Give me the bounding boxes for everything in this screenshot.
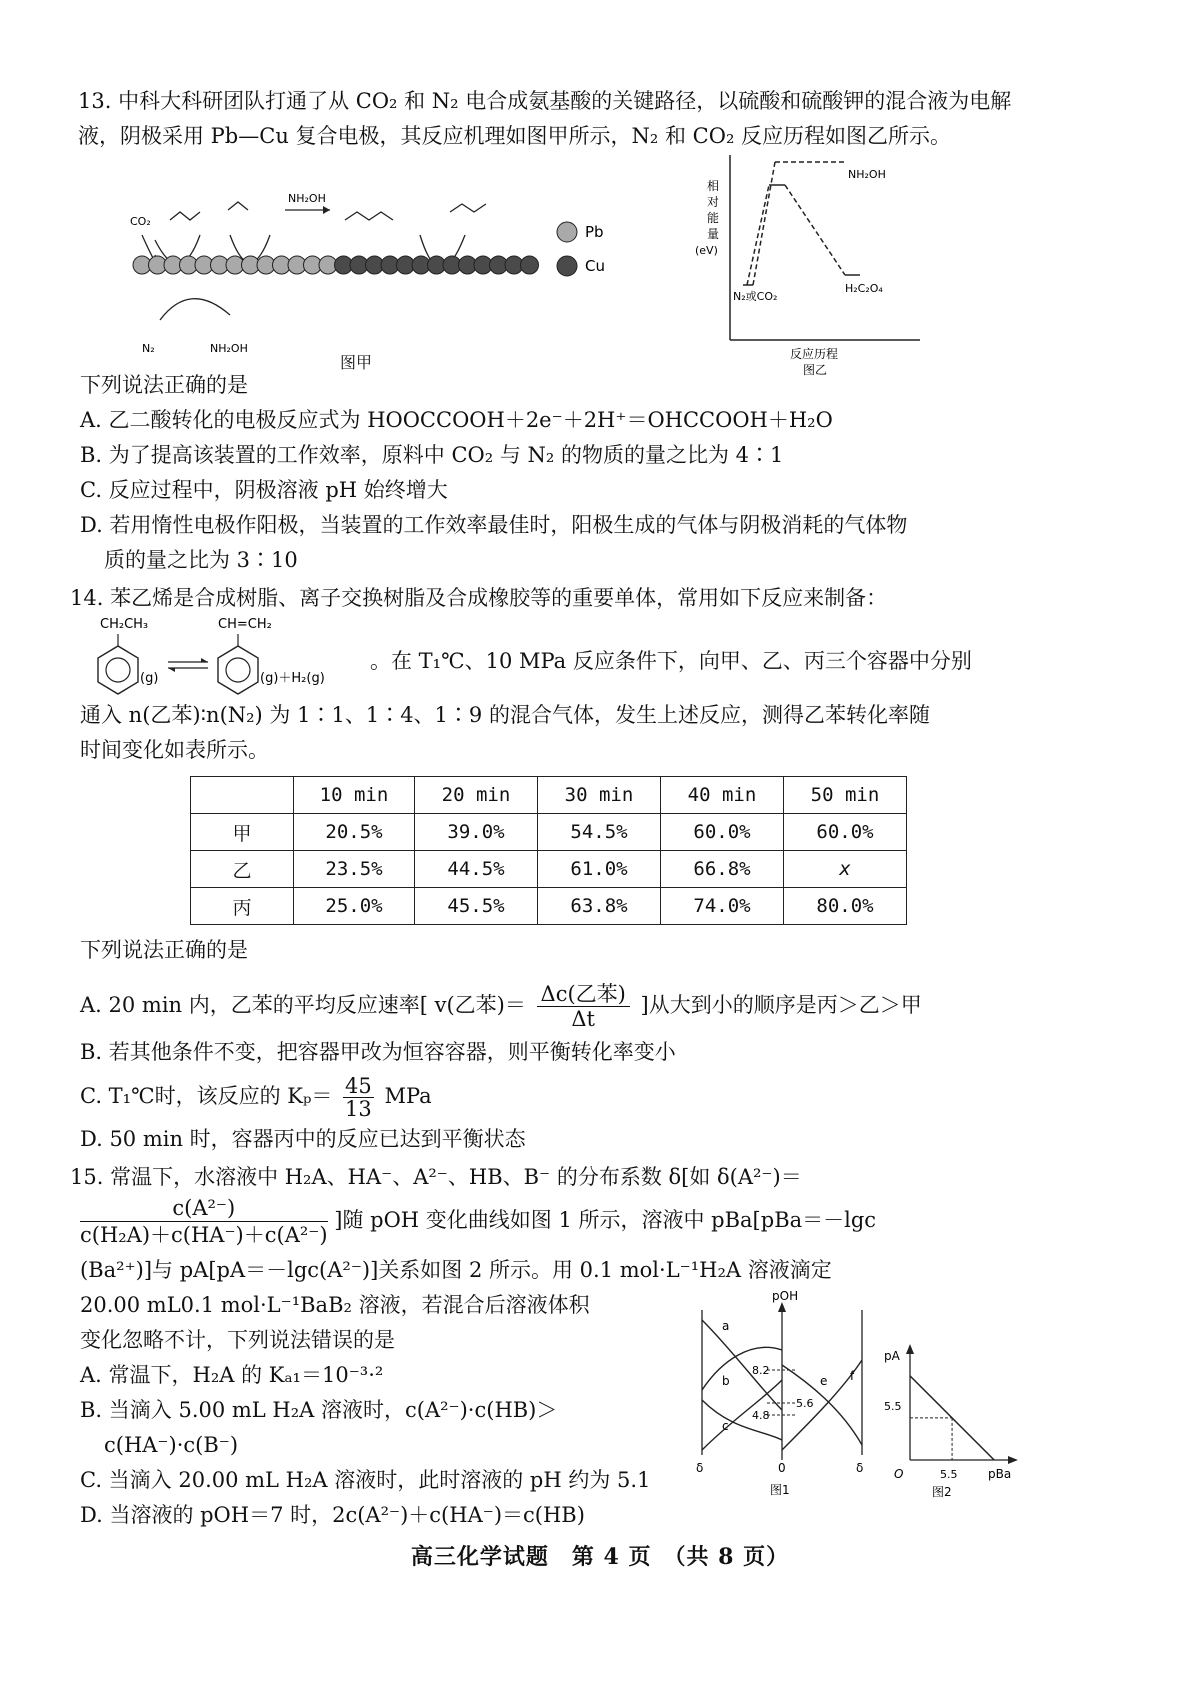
q15-stem-line3: (Ba²⁺)]与 pA[pA＝－lgc(A²⁻)]关系如图 2 所示。用 0.1 mol·L⁻¹H₂A 溶液滴定 xyxy=(80,1258,832,1282)
reagent-label: NH₂OH xyxy=(288,192,326,205)
q15-option-a[interactable]: A. 常温下，H₂A 的 Kₐ₁＝10⁻³·² xyxy=(80,1363,384,1387)
product-substituent: CH=CH₂ xyxy=(218,617,272,632)
reactant-phase: (g) xyxy=(140,671,159,686)
table-row: 乙 23.5% 44.5% 61.0% 66.8% x xyxy=(191,851,907,888)
curve-a xyxy=(702,1320,782,1410)
conversion-table xyxy=(190,776,907,925)
q14-stem-line3: 通入 n(乙苯)∶n(N₂) 为 1∶1、1∶4、1∶9 的混合气体，发生上述反应，测得乙苯转化率随 xyxy=(80,703,930,727)
q14-equation xyxy=(80,612,420,702)
reactant-substituent: CH₂CH₃ xyxy=(100,617,149,632)
cu-sphere xyxy=(521,256,539,274)
legend-cu-swatch xyxy=(557,256,577,276)
q13-figure-b xyxy=(685,150,925,380)
q15-figure-2 xyxy=(880,1340,1020,1500)
q13-option-d[interactable]: D. 若用惰性电极作阳极，当装置的工作效率最佳时，阳极生成的气体与阴极消耗的气体物 xyxy=(80,513,908,537)
fig1-ylabel: pOH xyxy=(772,1290,799,1303)
q13-stem-line2: 液，阴极采用 Pb—Cu 复合电极，其反应机理如图甲所示，N₂ 和 CO₂ 反应历程如图乙所示。 xyxy=(78,124,952,148)
q13-stem-line1: 13. 中科大科研团队打通了从 CO₂ 和 N₂ 电合成氨基酸的关键路径，以硫酸和硫酸钾的混合液为电解 xyxy=(78,89,1012,113)
fig-b-top-label: NH₂OH xyxy=(848,168,886,181)
q13-option-c[interactable]: C. 反应过程中，阴极溶液 pH 始终增大 xyxy=(80,478,448,502)
fig2-origin: O xyxy=(894,1467,904,1481)
legend-pb-swatch xyxy=(557,222,577,242)
svg-text:相: 相 xyxy=(707,179,720,193)
delta-denominator: c(H₂A)＋c(HA⁻)＋c(A²⁻) xyxy=(80,1223,328,1247)
q15-option-b[interactable]: B. 当滴入 5.00 mL H₂A 溶液时，c(A²⁻)·c(HB)＞ xyxy=(80,1398,558,1422)
svg-text:δ: δ xyxy=(856,1461,864,1475)
q15-option-c[interactable]: C. 当滴入 20.00 mL H₂A 溶液时，此时溶液的 pH 约为 5.1 xyxy=(80,1468,651,1492)
q13-option-b[interactable]: B. 为了提高该装置的工作效率，原料中 CO₂ 与 N₂ 的物质的量之比为 4∶1 xyxy=(80,443,784,467)
q15-option-b-cont: c(HA⁻)·c(B⁻) xyxy=(104,1433,239,1457)
svg-text:量: 量 xyxy=(707,227,720,241)
svg-text:δ: δ xyxy=(696,1461,704,1475)
fig2-xlabel: pBa xyxy=(988,1467,1012,1481)
delta-numerator: c(A²⁻) xyxy=(80,1195,328,1222)
n2-label: N₂ xyxy=(142,342,155,355)
fig2-caption: 图2 xyxy=(932,1485,952,1499)
q15-stem-line5: 变化忽略不计，下列说法错误的是 xyxy=(80,1328,395,1352)
q15-figure-1 xyxy=(692,1290,872,1505)
fig-b-ylabel xyxy=(695,178,719,257)
benzene-ring-product xyxy=(218,646,258,694)
rate-denominator: Δt xyxy=(571,1007,595,1031)
q13-figure-a xyxy=(120,180,660,380)
svg-text:能: 能 xyxy=(707,211,720,225)
q14-stem-line4: 时间变化如表所示。 xyxy=(80,738,269,762)
q14-prompt: 下列说法正确的是 xyxy=(80,938,248,962)
q14-option-c[interactable]: C. T₁℃时，该反应的 Kₚ＝ $\frac{45}{13}$ MPa xyxy=(80,1074,432,1121)
rate-numerator: Δc(乙苯) xyxy=(537,982,630,1007)
svg-text:b: b xyxy=(722,1374,730,1388)
q15-option-d[interactable]: D. 当溶液的 pOH＝7 时，2c(A²⁻)＋c(HA⁻)＝c(HB) xyxy=(80,1503,585,1527)
table-row: 丙 25.0% 45.5% 63.8% 74.0% 80.0% xyxy=(191,888,907,925)
fig2-ytick: 5.5 xyxy=(884,1400,902,1413)
table-header-row: 10 min 20 min 30 min 40 min 50 min xyxy=(191,777,907,814)
nh2oh-label: NH₂OH xyxy=(210,342,248,355)
fig-b-start-label: N₂或CO₂ xyxy=(733,290,778,303)
fig1-caption: 图1 xyxy=(770,1483,790,1497)
fig-b-xlabel: 反应历程 xyxy=(790,347,839,361)
svg-text:5.6: 5.6 xyxy=(796,1397,814,1410)
q14-stem-line1: 14. 苯乙烯是合成树脂、离子交换树脂及合成橡胶等的重要单体，常用如下反应来制备： xyxy=(70,586,888,610)
curve-b-lower xyxy=(702,1400,782,1440)
fig2-xtick: 5.5 xyxy=(940,1468,958,1481)
q15-stem-line4: 20.00 mL0.1 mol·L⁻¹BaB₂ 溶液，若混合后溶液体积 xyxy=(80,1293,590,1317)
q14-option-a[interactable]: A. 20 min 内，乙苯的平均反应速率[ v(乙苯)＝ Δc(乙苯) Δt ]从大到小的顺序是丙＞乙＞甲 xyxy=(80,982,922,1031)
product-phase: (g)＋H₂(g) xyxy=(260,671,325,686)
svg-text:a: a xyxy=(722,1319,730,1333)
co2-label: CO₂ xyxy=(130,215,151,228)
page-footer: 高三化学试题 第 4 页 （共 8 页） xyxy=(410,1544,790,1570)
svg-text:0: 0 xyxy=(778,1461,786,1475)
q13-prompt: 下列说法正确的是 xyxy=(80,373,248,397)
fig-b-caption: 图乙 xyxy=(803,363,828,377)
svg-text:8.2: 8.2 xyxy=(752,1364,770,1377)
q15-stem-line2: $\frac{\text{c(A²⁻)}}{\text{c(H₂A)＋c(HA⁻)＋c(A²⁻)}}$ ]随 pOH 变化曲线如图 1 所示，溶液中 pBa[pBa＝－lgc xyxy=(80,1196,877,1247)
legend-pb-label: Pb xyxy=(585,223,604,241)
fig2-ylabel: pA xyxy=(884,1349,900,1363)
q13-option-d-cont: 质的量之比为 3∶10 xyxy=(104,548,298,572)
q15-stem-line1: 15. 常温下，水溶液中 H₂A、HA⁻、A²⁻、HB、B⁻ 的分布系数 δ[如 δ(A²⁻)＝ xyxy=(70,1165,802,1189)
fig-a-caption: 图甲 xyxy=(340,353,373,372)
svg-text:4.8: 4.8 xyxy=(752,1409,770,1422)
electrode-chain xyxy=(133,256,539,274)
svg-text:f: f xyxy=(850,1369,855,1383)
q14-stem-line2: 。在 T₁℃、10 MPa 反应条件下，向甲、乙、丙三个容器中分别 xyxy=(370,649,972,673)
reaction-arc-n2 xyxy=(160,299,230,320)
kp-denominator: 13 xyxy=(345,1097,372,1121)
q13-option-a[interactable]: A. 乙二酸转化的电极反应式为 HOOCCOOH＋2e⁻＋2H⁺＝OHCCOOH＋H₂O xyxy=(80,408,833,432)
legend-cu-label: Cu xyxy=(585,257,605,275)
benzene-ring-reactant xyxy=(98,646,138,694)
fig-b-end-label: H₂C₂O₄ xyxy=(845,282,883,295)
svg-text:e: e xyxy=(820,1374,828,1388)
curve-b-upper xyxy=(702,1347,782,1390)
svg-text:对: 对 xyxy=(707,195,720,209)
q14-option-d[interactable]: D. 50 min 时，容器丙中的反应已达到平衡状态 xyxy=(80,1127,526,1151)
table-row: 甲 20.5% 39.0% 54.5% 60.0% 60.0% xyxy=(191,814,907,851)
svg-text:(eV): (eV) xyxy=(695,244,718,257)
svg-text:c: c xyxy=(722,1419,729,1433)
kp-numerator: 45 xyxy=(345,1074,372,1098)
q14-option-b[interactable]: B. 若其他条件不变，把容器甲改为恒容容器，则平衡转化率变小 xyxy=(80,1040,676,1064)
